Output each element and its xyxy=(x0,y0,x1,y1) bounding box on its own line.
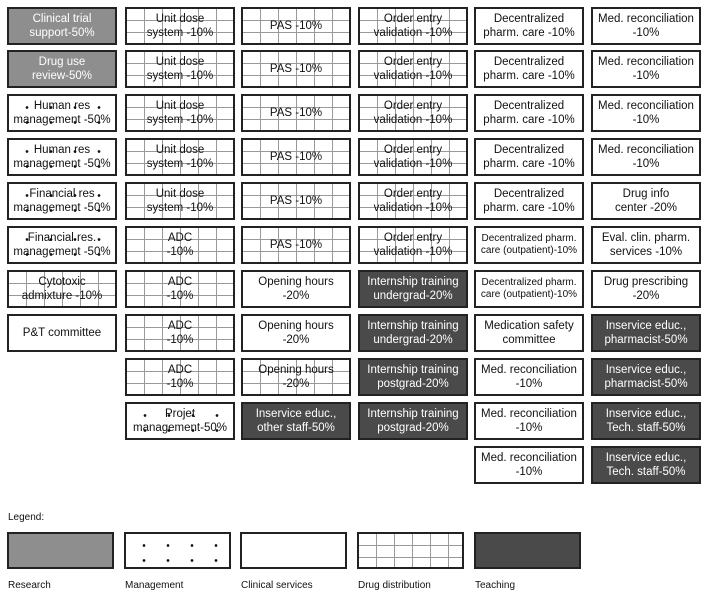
legend-swatch-teaching xyxy=(474,532,581,569)
activity-cell xyxy=(241,7,351,45)
activity-cell xyxy=(358,182,468,220)
activity-cell xyxy=(474,7,584,45)
legend-label-research: Research xyxy=(8,580,51,591)
activity-label: Inservice educ., pharmacist-50% xyxy=(604,363,688,390)
activity-cell xyxy=(358,50,468,88)
activity-cell xyxy=(474,50,584,88)
activity-cell xyxy=(358,314,468,352)
activity-cell xyxy=(358,7,468,45)
activity-label: PAS -10% xyxy=(269,62,323,75)
activity-label: Med. reconciliation -10% xyxy=(598,99,694,126)
activity-cell xyxy=(125,7,235,45)
activity-cell xyxy=(358,138,468,176)
activity-cell xyxy=(125,270,235,308)
activity-label: ADC -10% xyxy=(166,363,194,390)
activity-label: Med. reconciliation -10% xyxy=(481,451,577,478)
activity-cell xyxy=(241,402,351,440)
activity-label: Projet management-50% xyxy=(133,407,227,434)
activity-cell xyxy=(241,182,351,220)
activity-label: Decentralized pharm. care (outpatient)-10% xyxy=(480,232,578,256)
activity-label: ADC -10% xyxy=(166,231,194,258)
activity-label: Decentralized pharm. care (outpatient)-10% xyxy=(480,276,578,300)
activity-label: Human res management -50% xyxy=(13,143,111,170)
activity-label: Order entry validation -10% xyxy=(373,99,453,126)
activity-label: Unit dose system -10% xyxy=(146,55,214,82)
activity-cell xyxy=(125,94,235,132)
activity-label: Med. reconciliation -10% xyxy=(481,407,577,434)
activity-cell xyxy=(591,402,701,440)
activity-label: Order entry validation -10% xyxy=(373,143,453,170)
activity-cell xyxy=(591,358,701,396)
activity-cell xyxy=(125,358,235,396)
legend-swatch-distribution xyxy=(357,532,464,569)
activity-label: Opening hours -20% xyxy=(258,363,334,390)
activity-label: Inservice educ., Tech. staff-50% xyxy=(605,451,687,478)
legend-label-management: Management xyxy=(125,580,184,591)
activity-label: Med. reconciliation -10% xyxy=(598,12,694,39)
activity-label: Internship training undergrad-20% xyxy=(367,319,459,346)
activity-cell xyxy=(241,358,351,396)
activity-cell xyxy=(474,94,584,132)
activity-cell xyxy=(241,270,351,308)
activity-cell xyxy=(591,226,701,264)
activity-cell xyxy=(358,402,468,440)
activity-cell xyxy=(7,270,117,308)
activity-label: Order entry validation -10% xyxy=(373,12,453,39)
activity-label: PAS -10% xyxy=(269,150,323,163)
activity-label: Unit dose system -10% xyxy=(146,12,214,39)
activity-cell xyxy=(241,50,351,88)
activity-cell xyxy=(7,314,117,352)
activity-label: Decentralized pharm. care -10% xyxy=(483,55,575,82)
activity-label: Opening hours -20% xyxy=(258,275,334,302)
activity-label: Internship training postgrad-20% xyxy=(367,407,459,434)
activity-label: Inservice educ., other staff-50% xyxy=(255,407,337,434)
activity-label: Decentralized pharm. care -10% xyxy=(483,187,575,214)
activity-cell xyxy=(474,182,584,220)
activity-cell xyxy=(591,270,701,308)
activity-cell xyxy=(591,94,701,132)
activity-label: Inservice educ., pharmacist-50% xyxy=(604,319,688,346)
activity-cell xyxy=(474,226,584,264)
activity-label: Human res management -50% xyxy=(13,99,111,126)
activity-label: Drug use review-50% xyxy=(31,55,93,82)
activity-cell xyxy=(7,182,117,220)
activity-cell xyxy=(125,182,235,220)
activity-cell xyxy=(358,94,468,132)
activity-cell xyxy=(7,94,117,132)
activity-cell xyxy=(241,138,351,176)
activity-label: Eval. clin. pharm. services -10% xyxy=(601,231,691,258)
activity-cell xyxy=(7,50,117,88)
activity-label: PAS -10% xyxy=(269,19,323,32)
activity-label: Financial res. management -50% xyxy=(13,231,111,258)
activity-label: Decentralized pharm. care -10% xyxy=(483,12,575,39)
activity-cell xyxy=(358,226,468,264)
activity-label: ADC -10% xyxy=(166,275,194,302)
activity-cell xyxy=(474,270,584,308)
activity-label: Decentralized pharm. care -10% xyxy=(483,143,575,170)
activity-cell xyxy=(474,138,584,176)
activity-cell xyxy=(125,138,235,176)
activity-label: Unit dose system -10% xyxy=(146,187,214,214)
activity-label: Medication safety committee xyxy=(484,319,574,346)
activity-cell xyxy=(7,138,117,176)
activity-cell xyxy=(474,358,584,396)
activity-cell xyxy=(591,314,701,352)
activity-label: PAS -10% xyxy=(269,194,323,207)
activity-label: Internship training postgrad-20% xyxy=(367,363,459,390)
activity-label: Drug info center -20% xyxy=(614,187,677,214)
activity-label: PAS -10% xyxy=(269,238,323,251)
activity-cell xyxy=(125,50,235,88)
activity-label: Order entry validation -10% xyxy=(373,55,453,82)
legend-swatch-clinical xyxy=(240,532,347,569)
activity-cell xyxy=(474,446,584,484)
activity-cell xyxy=(241,94,351,132)
activity-label: Med. reconciliation -10% xyxy=(598,55,694,82)
activity-cell xyxy=(125,226,235,264)
activity-label: Cytotoxic admixture -10% xyxy=(21,275,103,302)
activity-label: Drug prescribing -20% xyxy=(603,275,689,302)
activity-label: Decentralized pharm. care -10% xyxy=(483,99,575,126)
activity-label: P&T committee xyxy=(22,326,102,339)
activity-cell xyxy=(241,314,351,352)
legend-label-distribution: Drug distribution xyxy=(358,580,431,591)
activity-cell xyxy=(241,226,351,264)
activity-label: Inservice educ., Tech. staff-50% xyxy=(605,407,687,434)
activity-cell xyxy=(125,402,235,440)
legend-label-teaching: Teaching xyxy=(475,580,516,591)
activity-cell xyxy=(7,226,117,264)
activity-label: Unit dose system -10% xyxy=(146,99,214,126)
activity-label: ADC -10% xyxy=(166,319,194,346)
activity-cell xyxy=(474,402,584,440)
legend-label-clinical: Clinical services xyxy=(241,580,313,591)
activity-cell xyxy=(591,182,701,220)
activity-label: Med. reconciliation -10% xyxy=(481,363,577,390)
activity-cell xyxy=(358,358,468,396)
activity-cell xyxy=(7,7,117,45)
activity-cell xyxy=(591,50,701,88)
legend-swatch-research xyxy=(7,532,114,569)
activity-label: Internship training undergrad-20% xyxy=(367,275,459,302)
activity-label: Opening hours -20% xyxy=(258,319,334,346)
legend-swatch-management xyxy=(124,532,231,569)
activity-label: Clinical trial support-50% xyxy=(29,12,95,39)
activity-cell xyxy=(358,270,468,308)
activity-cell xyxy=(474,314,584,352)
activity-cell xyxy=(591,138,701,176)
activity-cell xyxy=(591,7,701,45)
activity-cell xyxy=(125,314,235,352)
activity-cell xyxy=(591,446,701,484)
activity-label: Unit dose system -10% xyxy=(146,143,214,170)
activity-label: Med. reconciliation -10% xyxy=(598,143,694,170)
activity-label: PAS -10% xyxy=(269,106,323,119)
activity-label: Financial res management -50% xyxy=(13,187,111,214)
activity-label: Order entry validation -10% xyxy=(373,231,453,258)
activity-label: Order entry validation -10% xyxy=(373,187,453,214)
legend-title: Legend: xyxy=(8,512,45,523)
